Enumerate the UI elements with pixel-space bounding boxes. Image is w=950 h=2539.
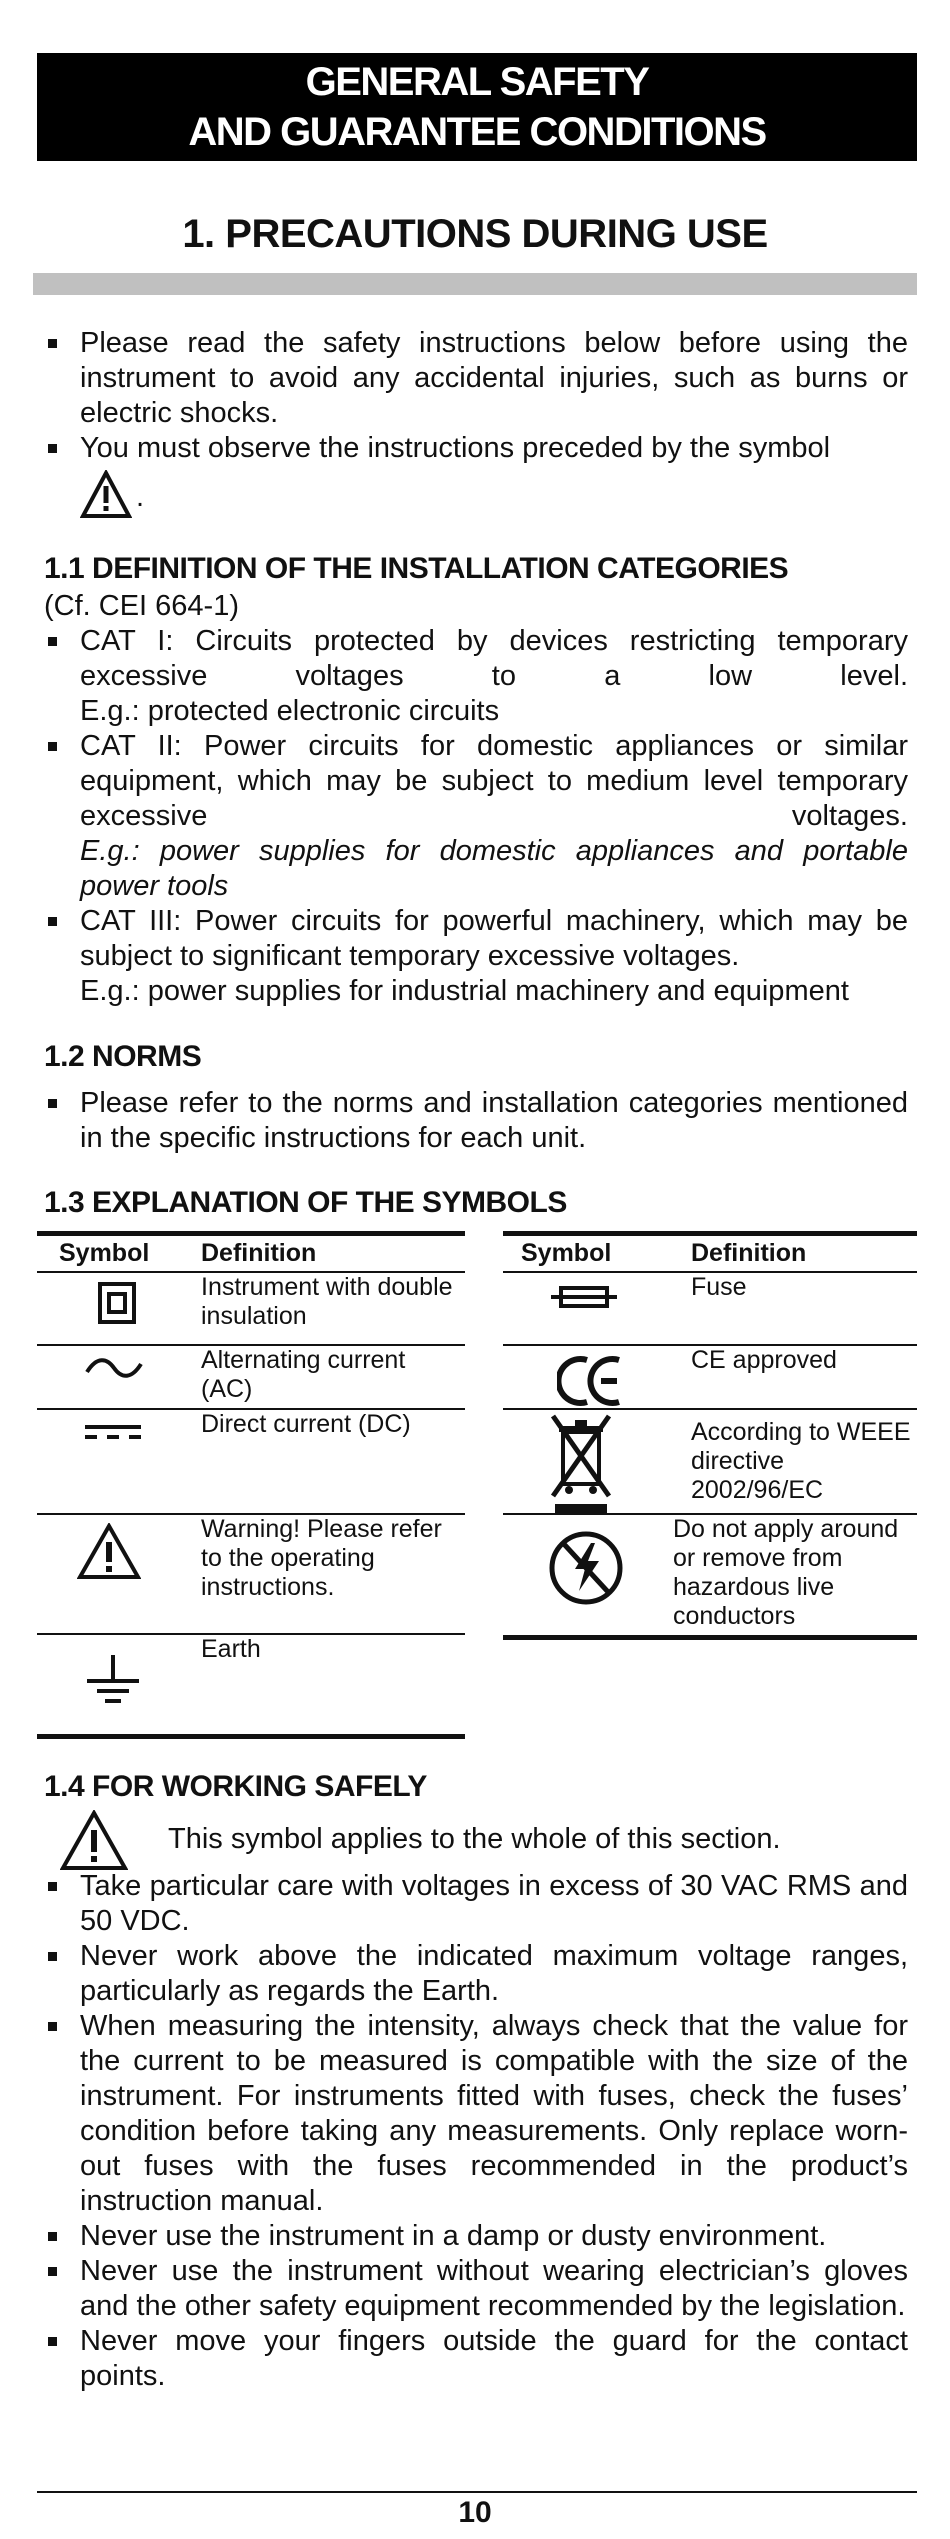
list-item xyxy=(44,431,908,516)
table-row xyxy=(37,1633,465,1663)
cat-2-text: CAT II: Power circuits for domestic appliances or similar equipment, which may be subject to medium level temporary excessive voltages. xyxy=(80,730,908,832)
table-row xyxy=(503,1271,917,1301)
symbol-definition: Warning! Please refer to the operating instructions. xyxy=(201,1515,442,1601)
ac-icon xyxy=(83,1354,145,1382)
cat-1-example: E.g.: protected electronic circuits xyxy=(80,695,500,727)
warning-icon xyxy=(77,1523,141,1581)
column-header-definition: Definition xyxy=(691,1239,807,1267)
section-1-intro xyxy=(44,326,908,516)
section-1-1-title: 1.1 DEFINITION OF THE INSTALLATION CATEGORIES xyxy=(44,552,789,585)
symbol-definition: According to WEEE directive 2002/96/EC xyxy=(691,1418,911,1504)
list-item: Never use the instrument without wearing electrician’s gloves and the other safety equipment recommended by the legislation. xyxy=(44,2254,908,2324)
section-1-2-title: 1.2 NORMS xyxy=(44,1040,202,1073)
warning-icon xyxy=(60,1810,128,1872)
section-1-2-body xyxy=(44,1086,908,1156)
table-row xyxy=(503,1513,917,1630)
column-header-symbol: Symbol xyxy=(521,1239,612,1267)
symbol-definition: Do not apply around or remove from hazardous live conductors xyxy=(673,1515,899,1630)
symbol-definition: Earth xyxy=(201,1635,261,1663)
no-hazard-icon xyxy=(547,1529,625,1607)
header-line-2: AND GUARANTEE CONDITIONS xyxy=(188,110,766,154)
section-1-1-body xyxy=(44,589,908,1009)
footer-rule xyxy=(37,2491,917,2493)
sentence-end: . xyxy=(136,481,145,513)
symbol-definition: Fuse xyxy=(691,1273,747,1301)
column-header-symbol: Symbol xyxy=(59,1239,150,1267)
earth-icon xyxy=(83,1655,143,1715)
list-item: Please refer to the norms and installation categories mentioned in the specific instructions for each unit. xyxy=(44,1086,908,1156)
document-header xyxy=(37,53,917,161)
table-row xyxy=(37,1271,465,1330)
list-item xyxy=(44,904,908,1009)
symbols-table-right xyxy=(503,1231,917,1641)
list-item: Never move your fingers outside the guard for the contact points. xyxy=(44,2324,908,2394)
dc-icon xyxy=(83,1422,143,1442)
table-row xyxy=(503,1408,917,1504)
norm-reference: (Cf. CEI 664-1) xyxy=(44,590,239,622)
symbols-table-left xyxy=(37,1231,465,1741)
column-header-definition: Definition xyxy=(201,1239,317,1267)
list-item xyxy=(44,729,908,904)
section-1-4-body xyxy=(44,1869,908,2394)
list-item: Please read the safety instructions below before using the instrument to avoid any accidental injuries, such as burns or electric shocks. xyxy=(44,326,908,431)
section-divider xyxy=(33,273,917,295)
symbol-definition: CE approved xyxy=(691,1346,837,1374)
cat-2-example: E.g.: power supplies for domestic appliances and portable power tools xyxy=(80,835,908,902)
table-row xyxy=(37,1408,465,1438)
list-item: Never use the instrument in a damp or dusty environment. xyxy=(44,2219,908,2254)
list-item xyxy=(44,624,908,729)
table-row xyxy=(37,1513,465,1601)
cat-3-example: E.g.: power supplies for industrial machinery and equipment xyxy=(80,975,849,1007)
weee-icon xyxy=(549,1412,613,1516)
section-1-3-title: 1.3 EXPLANATION OF THE SYMBOLS xyxy=(44,1186,567,1219)
warning-icon xyxy=(80,470,132,520)
list-item: Take particular care with voltages in excess of 30 VAC RMS and 50 VDC. xyxy=(44,1869,908,1939)
symbol-definition: Alternating current (AC) xyxy=(201,1346,406,1403)
cat-3-text: CAT III: Power circuits for powerful machinery, which may be subject to significant temporary excessive voltages. xyxy=(80,905,908,972)
symbol-definition: Direct current (DC) xyxy=(201,1410,411,1438)
list-item: When measuring the intensity, always check that the value for the current to be measured is compatible with the size of the instrument. For instruments fitted with fuses, check the fuses’ condition before taking any measurements. Only replace worn-out fuses with the fuses recommended in the product’s instruction manual. xyxy=(44,2009,908,2219)
symbol-definition: Instrument with double insulation xyxy=(201,1273,453,1330)
table-row xyxy=(37,1344,465,1403)
section-note: This symbol applies to the whole of this section. xyxy=(168,1823,781,1855)
fuse-icon xyxy=(551,1285,617,1309)
page-number: 10 xyxy=(458,2496,492,2529)
list-item: Never work above the indicated maximum voltage ranges, particularly as regards the Earth. xyxy=(44,1939,908,2009)
cat-1-text: CAT I: Circuits protected by devices restricting temporary excessive voltages to a low level. xyxy=(80,625,908,692)
header-line-1: GENERAL SAFETY xyxy=(305,60,649,104)
double-insulation-icon xyxy=(97,1281,137,1325)
table-row xyxy=(503,1344,917,1374)
section-1-4-title: 1.4 FOR WORKING SAFELY xyxy=(44,1770,427,1803)
symbol-instruction-text: You must observe the instructions preceded by the symbol xyxy=(80,432,831,464)
section-1-title: 1. PRECAUTIONS DURING USE xyxy=(182,212,768,256)
ce-icon xyxy=(557,1352,623,1410)
